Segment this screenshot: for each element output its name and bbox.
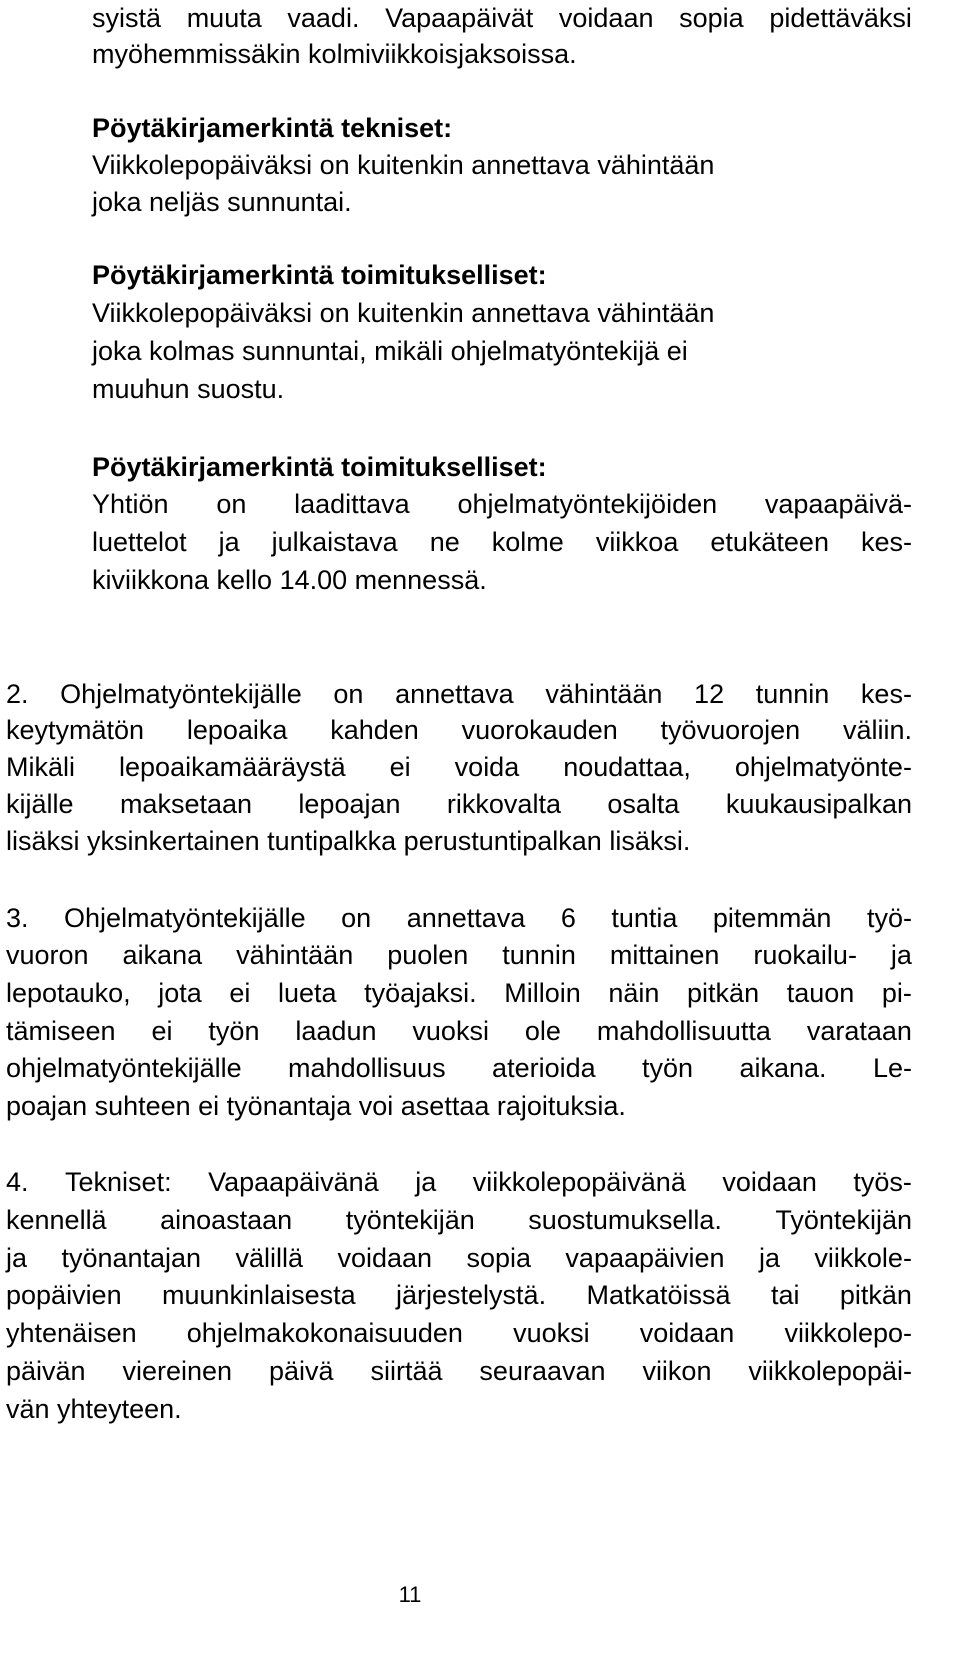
word: annettava <box>406 903 526 933</box>
word: Työntekijän <box>775 1205 912 1235</box>
word: työvuorojen <box>660 715 801 745</box>
word: ja <box>6 1243 28 1273</box>
word: viikkoa <box>595 527 679 557</box>
section-2-line <box>6 676 912 712</box>
word: siirtää <box>370 1356 443 1386</box>
section-3-line <box>6 900 912 936</box>
word: Mikäli <box>6 752 76 782</box>
word: työn <box>642 1053 694 1083</box>
word: työntekijän <box>345 1205 475 1235</box>
note-line: Viikkolepopäiväksi on kuitenkin annettava vähintään <box>92 298 715 328</box>
word: kennellä <box>6 1205 107 1235</box>
word: Matkatöissä <box>586 1280 731 1310</box>
word: yhtenäisen <box>6 1318 137 1348</box>
word: 3. <box>6 903 29 933</box>
word: pitemmän <box>712 903 832 933</box>
section-3-line: poajan suhteen ei työnantaja voi asettaa rajoituksia. <box>6 1091 626 1121</box>
section-3-line <box>6 937 912 973</box>
word: kes- <box>860 527 912 557</box>
word: vuorokauden <box>461 715 618 745</box>
word: osalta <box>607 789 680 819</box>
word: pi- <box>881 978 912 1008</box>
word: ne <box>429 527 460 557</box>
word: lepotauko, <box>6 978 131 1008</box>
word: viikkolepopäi- <box>748 1356 912 1386</box>
section-4-line: vän yhteyteen. <box>6 1394 182 1424</box>
word: ei <box>389 752 411 782</box>
word: 12 <box>694 679 725 709</box>
word: noudattaa, <box>563 752 691 782</box>
section-2-line <box>6 749 912 785</box>
word: mittainen <box>609 940 720 970</box>
word: mahdollisuus <box>288 1053 446 1083</box>
word: ja <box>218 527 240 557</box>
word: seuraavan <box>479 1356 606 1386</box>
word: vuoksi <box>412 1016 489 1046</box>
note-line: kiviikkona kello 14.00 mennessä. <box>92 565 487 595</box>
word: työn <box>208 1016 260 1046</box>
word: Le- <box>872 1053 912 1083</box>
word: kuukausipalkan <box>725 789 912 819</box>
word: ja <box>415 1167 437 1197</box>
note-line: muuhun suostu. <box>92 374 285 404</box>
word: luettelot <box>92 527 187 557</box>
word: järjestelystä. <box>396 1280 547 1310</box>
word: tämiseen <box>6 1016 116 1046</box>
word: vapaapäivä- <box>764 489 912 519</box>
intro-line-2: myöhemmissäkin kolmiviikkoisjaksoissa. <box>92 39 577 69</box>
section-2-line <box>6 786 912 822</box>
word: tunnin <box>755 679 830 709</box>
word: voida <box>454 752 520 782</box>
word: voidaan <box>639 1318 735 1348</box>
word: kahden <box>330 715 419 745</box>
word: tai <box>770 1280 800 1310</box>
word: lepoaika <box>186 715 288 745</box>
section-3-line <box>6 1013 912 1049</box>
note-line: joka neljäs sunnuntai. <box>92 187 352 217</box>
word: voidaan <box>337 1243 433 1273</box>
section-4-line <box>6 1277 912 1313</box>
word: väliin. <box>842 715 912 745</box>
word: vähintään <box>236 940 354 970</box>
word: päivän <box>6 1356 86 1386</box>
note-title: Pöytäkirjamerkintä toimitukselliset: <box>92 452 547 482</box>
word: on <box>216 489 247 519</box>
word: ohjelmatyönte- <box>734 752 912 782</box>
word: Ohjelmatyöntekijälle <box>60 679 302 709</box>
word: ja <box>890 940 912 970</box>
word: julkaistava <box>271 527 398 557</box>
note-line <box>92 524 912 560</box>
word: vähintään <box>545 679 663 709</box>
word: aikana. <box>739 1053 827 1083</box>
word: päivä <box>269 1356 334 1386</box>
word: pitkän <box>687 978 760 1008</box>
word: 6 <box>560 903 576 933</box>
word: 2. <box>6 679 29 709</box>
word: viikkolepo- <box>784 1318 912 1348</box>
note-line: Viikkolepopäiväksi on kuitenkin annettava vähintään <box>92 150 715 180</box>
note-title: Pöytäkirjamerkintä tekniset: <box>92 113 453 143</box>
word: viikkolepopäivänä <box>472 1167 686 1197</box>
word: pidettäväksi <box>769 3 912 33</box>
word: viereinen <box>122 1356 233 1386</box>
word: tunnin <box>502 940 576 970</box>
section-3-line <box>6 1050 912 1086</box>
word: vuoksi <box>513 1318 590 1348</box>
word: muunkinlaisesta <box>162 1280 356 1310</box>
word: jota <box>158 978 202 1008</box>
word: työnantajan <box>61 1243 202 1273</box>
word: on <box>333 679 364 709</box>
word: voidaan <box>722 1167 817 1197</box>
word: tuntia <box>611 903 678 933</box>
word: etukäteen <box>710 527 829 557</box>
word: vuoron <box>6 940 89 970</box>
word: varataan <box>806 1016 912 1046</box>
note-line <box>92 486 912 522</box>
word: kolme <box>491 527 564 557</box>
word: vapaapäivien <box>565 1243 725 1273</box>
word: Yhtiön <box>92 489 169 519</box>
word: lepoaikamääräystä <box>119 752 346 782</box>
word: 4. <box>6 1167 29 1197</box>
word: kes- <box>860 679 912 709</box>
word: ei <box>151 1016 173 1046</box>
word: ohjelmakokonaisuuden <box>186 1318 463 1348</box>
word: vaadi. <box>287 3 360 33</box>
word: Vapaapäivät <box>385 3 534 33</box>
word: näin <box>608 978 660 1008</box>
word: laadun <box>295 1016 377 1046</box>
word: lueta <box>277 978 337 1008</box>
word: pitkän <box>839 1280 912 1310</box>
word: työs- <box>853 1167 912 1197</box>
page-number: 11 <box>398 1582 422 1607</box>
word: ja <box>758 1243 780 1273</box>
word: välillä <box>235 1243 304 1273</box>
word: ole <box>524 1016 561 1046</box>
word: Ohjelmatyöntekijälle <box>64 903 306 933</box>
word: ohjelmatyöntekijöiden <box>457 489 718 519</box>
word: suostumuksella. <box>528 1205 722 1235</box>
word: Milloin <box>504 978 581 1008</box>
word: ainoastaan <box>160 1205 293 1235</box>
word: aterioida <box>492 1053 596 1083</box>
word: sopia <box>679 3 744 33</box>
word: voidaan <box>558 3 654 33</box>
note-line: joka kolmas sunnuntai, mikäli ohjelmatyöntekijä ei <box>92 336 688 366</box>
word: rikkovalta <box>446 789 561 819</box>
word: laadittava <box>294 489 410 519</box>
word: mahdollisuutta <box>596 1016 771 1046</box>
word: keytymätön <box>6 715 145 745</box>
section-2-line: lisäksi yksinkertainen tuntipalkka perustuntipalkan lisäksi. <box>6 826 691 856</box>
word: kijälle <box>6 789 74 819</box>
section-4-line <box>6 1240 912 1276</box>
word: työajaksi. <box>364 978 477 1008</box>
word: maksetaan <box>119 789 253 819</box>
word: lepoajan <box>298 789 401 819</box>
word: aikana <box>122 940 203 970</box>
word: muuta <box>186 3 262 33</box>
note-title: Pöytäkirjamerkintä toimitukselliset: <box>92 260 547 290</box>
section-3-line <box>6 975 912 1011</box>
word: sopia <box>466 1243 531 1273</box>
word: syistä <box>92 3 162 33</box>
word: ei <box>229 978 251 1008</box>
section-4-line <box>6 1353 912 1389</box>
section-4-line <box>6 1202 912 1238</box>
intro-line-1 <box>92 0 912 36</box>
word: ohjelmatyöntekijälle <box>6 1053 242 1083</box>
word: Tekniset: <box>65 1167 172 1197</box>
word: on <box>341 903 372 933</box>
section-4-line <box>6 1315 912 1351</box>
section-2-line <box>6 712 912 748</box>
word: puolen <box>387 940 469 970</box>
word: tauon <box>786 978 855 1008</box>
word: popäivien <box>6 1280 122 1310</box>
word: viikon <box>642 1356 712 1386</box>
word: Vapaapäivänä <box>208 1167 379 1197</box>
word: työ- <box>866 903 912 933</box>
word: annettava <box>395 679 514 709</box>
section-4-line <box>6 1164 912 1200</box>
word: ruokailu- <box>753 940 857 970</box>
word: viikkole- <box>814 1243 912 1273</box>
